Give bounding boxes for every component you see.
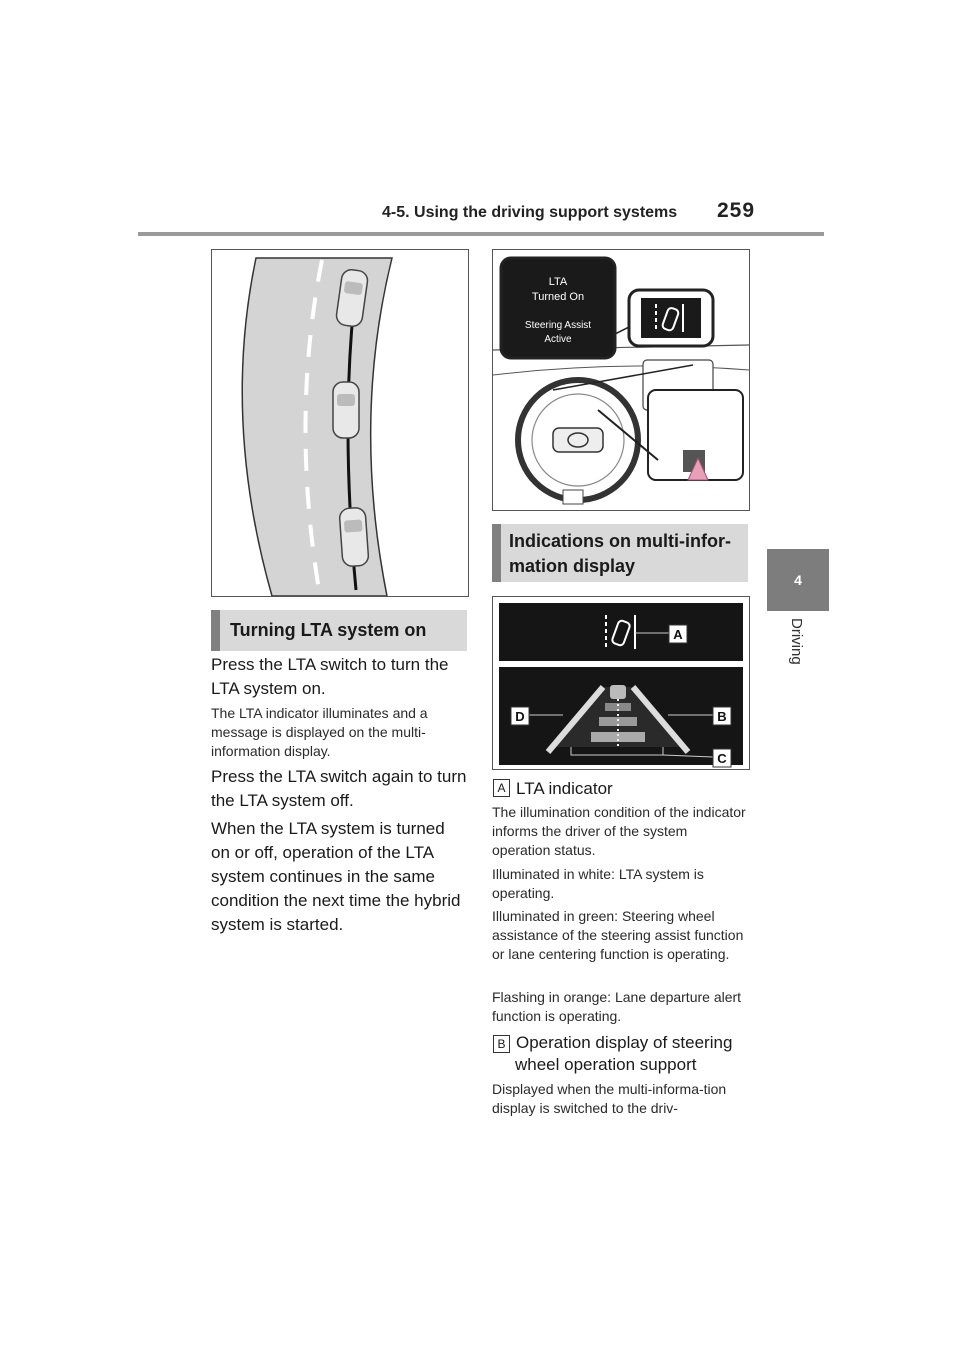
dashboard-illustration <box>493 250 749 510</box>
popup-line-2: Turned On <box>531 291 585 303</box>
item-a-desc-3: Illuminated in green: Steering wheel assistance of the steering assist function or lane centering function is operating. <box>492 908 744 962</box>
header-rule <box>138 232 824 236</box>
running-header: 4-5. Using the driving support systems <box>382 204 678 221</box>
callout-b: B <box>717 709 727 724</box>
section-heading-indications: Indications on multi-infor-mation display <box>492 524 748 582</box>
chapter-label: Driving <box>788 618 805 665</box>
car-middle-icon <box>333 382 359 438</box>
dashboard-figure <box>492 249 750 511</box>
callout-d: D <box>515 709 525 724</box>
callout-a: A <box>673 627 683 642</box>
chapter-tab: 4 <box>767 549 829 611</box>
mid-display-figure <box>492 596 750 770</box>
section-heading-turning-on: Turning LTA system on <box>211 610 467 651</box>
item-b-title: B Operation display of steering wheel operation support <box>493 1032 755 1076</box>
road-figure <box>211 249 469 597</box>
road-illustration <box>212 250 468 596</box>
popup-line-3: Steering Assist <box>524 320 592 331</box>
popup-line-4: Active <box>544 334 572 345</box>
item-a-desc-4: Flashing in orange: Lane departure alert function is operating. <box>492 989 742 1024</box>
item-a-label: A <box>493 779 510 797</box>
item-b-label: B <box>493 1035 510 1053</box>
item-a-desc-1: The illumination condition of the indicator informs the driver of the system operation status. <box>492 804 746 858</box>
item-a-desc-2: Illuminated in white: LTA system is operating. <box>492 866 704 901</box>
item-b-desc-1: Displayed when the multi-informa-tion display is switched to the driv- <box>492 1081 727 1116</box>
paragraph-press-switch: Press the LTA switch to turn the LTA system on. <box>211 655 449 698</box>
note-indicator-illuminates: The LTA indicator illuminates and a message is displayed on the multi-information display. <box>211 705 428 759</box>
mid-display-illustration <box>493 597 749 769</box>
page-number: 259 <box>717 199 756 222</box>
callout-c: C <box>717 751 727 766</box>
item-a-title: A LTA indicator <box>493 778 753 800</box>
car-bottom-icon <box>339 507 369 567</box>
popup-line-1: LTA <box>548 276 568 288</box>
paragraph-turned-on-off: When the LTA system is turned on or off, operation of the LTA system continues in the same condition the next time the hybrid system is started. <box>211 819 461 934</box>
paragraph-press-again: Press the LTA switch again to turn the LTA system off. <box>211 767 467 810</box>
